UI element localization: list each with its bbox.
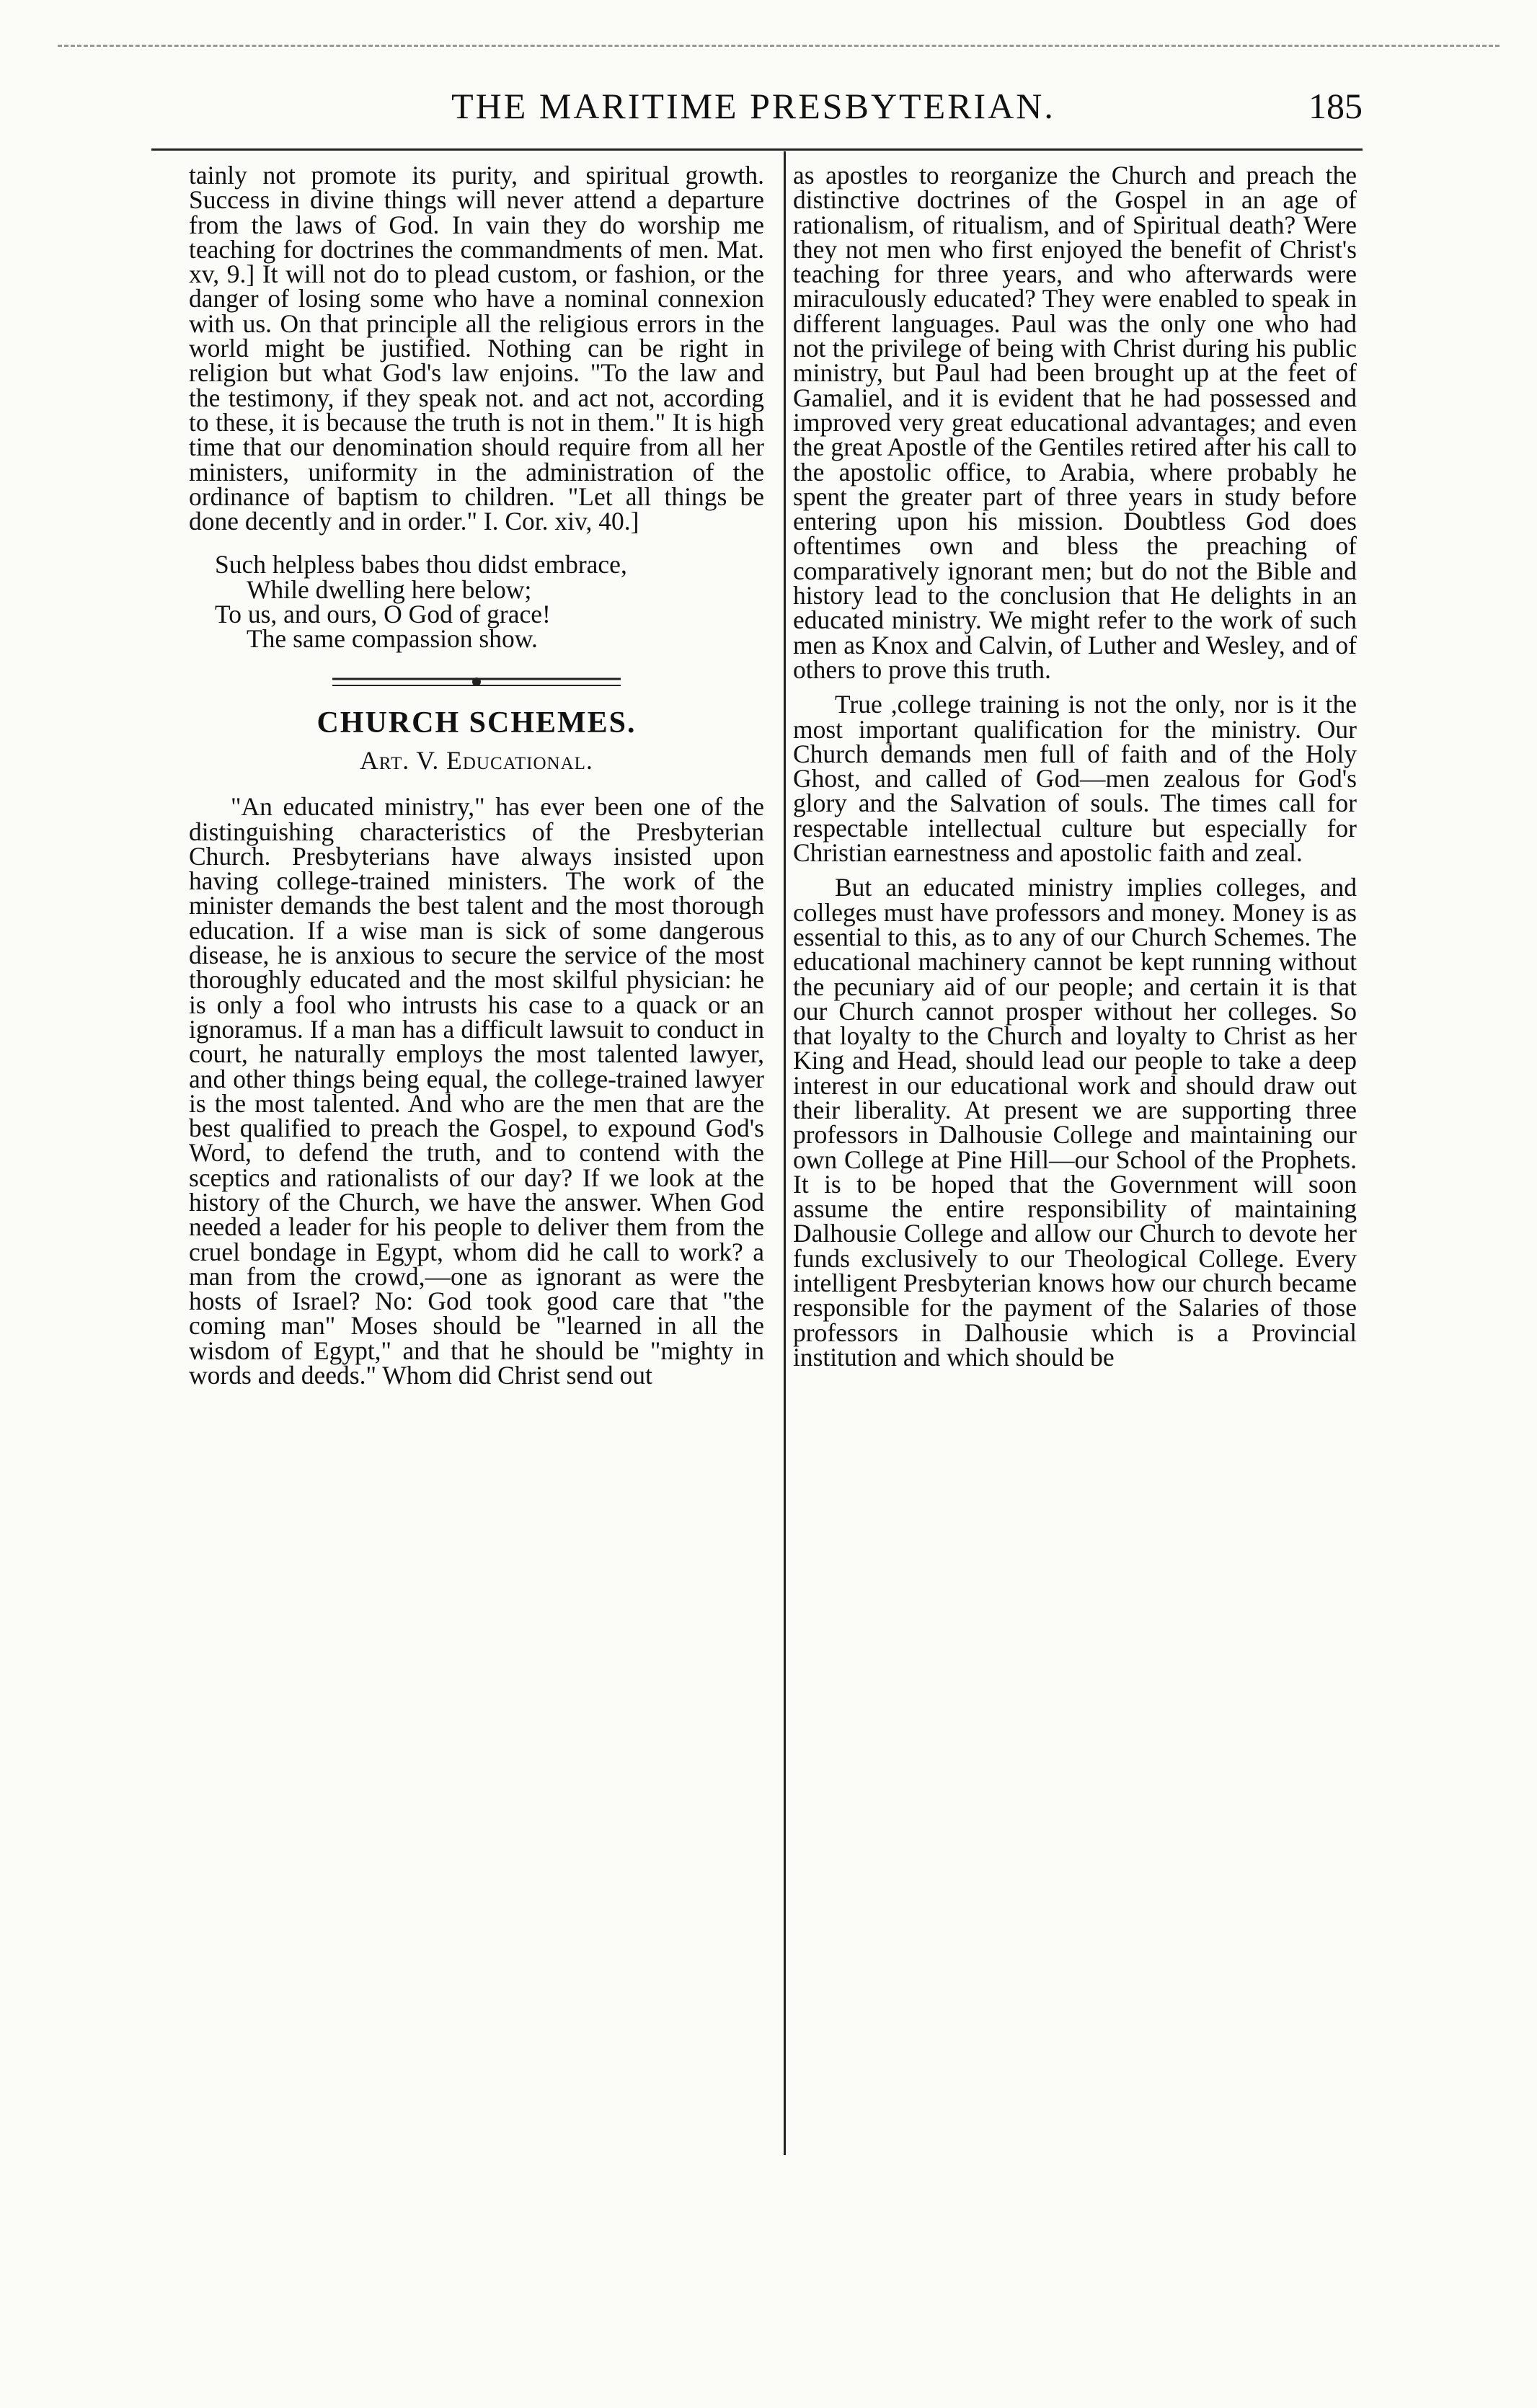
right-column <box>793 161 1357 1372</box>
header-rule <box>151 148 1363 151</box>
left-paragraph-1: tainly not promote its purity, and spiritual growth. Success in divine things will never attend a departure from the laws of God. In vain they do worship me teaching for doctrines the commandments of men. Mat. xv, 9.] It will not do to plead custom, or fashion, or the danger of losing some who have a nominal connexion with us. On that principle all the religious errors in the world might be justified. Nothing can be right in religion but what God's law enjoins. "To the law and the testimony, if they speak not. and act not, according to these, it is because the truth is not in them." It is high time that our denomination should require from all her ministers, uniformity in the administration of the ordinance of baptism to children. "Let all things be done decently and in order." I. Cor. xiv, 40.] <box>189 161 764 536</box>
right-paragraph-2: True ,college training is not the only, nor is it the most important qualification for the ministry. Our Church demands men full of faith and of the Holy Ghost, and called of God—men zealous for God's glory and the Salvation of souls. The times call for respectable intellectual culture but especially for Christian earnestness and apostolic faith and zeal. <box>793 690 1357 868</box>
hymn-line-3: To us, and ours, O God of grace! <box>215 600 551 629</box>
hymn-line-2: While dwelling here below; <box>247 574 532 604</box>
page-header <box>144 79 1363 137</box>
column-divider <box>784 151 786 2155</box>
article-subtitle: Art. V. Educational. <box>360 745 593 775</box>
section-divider-ornament <box>325 673 628 692</box>
section-title: CHURCH SCHEMES. <box>316 706 637 739</box>
left-column <box>189 161 764 1390</box>
hymn-stanza <box>215 550 764 654</box>
left-paragraph-2: "An educated ministry," has ever been one of the distinguishing characteristics of the Presbyterian Church. Presbyterians have always insisted upon having college-trained ministers. The work of the minister demands the best talent and the most thorough education. If a wise man is sick of some dangerous disease, he is anxious to secure the service of the most thoroughly educated and the most skilful physician: he is only a fool who intrusts his case to a quack or an ignoramus. If a man has a difficult lawsuit to conduct in court, he naturally employs the most talented lawyer, and other things being equal, the college-trained lawyer is the most talented. And who are the men that are the best qualified to preach the Gospel, to expound God's Word, to defend the truth, and to contend with the sceptics and rationalists of our day? If we look at the history of the Church, we have the answer. When God needed a leader for his people to deliver them from the cruel bondage in Egypt, whom did he call to work? a man from the crowd,—one as ignorant as were the hosts of Israel? No: God took good care that "the coming man" Moses should be "learned in all the wisdom of Egypt," and that he should be "mighty in words and deeds." Whom did Christ send out <box>189 792 764 1390</box>
right-paragraph-3: But an educated ministry implies colleges, and colleges must have professors and money. Money is as essential to this, as to any of our Church Schemes. The educational machinery cannot be kept running without the pecuniary aid of our people; and certain it is that our Church cannot prosper without her colleges. So that loyalty to the Church and loyalty to Christ as her King and Head, should lead our people to take a deep interest in our educational work and should draw out their liberality. At present we are supporting three professors in Dalhousie College and maintaining our own College at Pine Hill—our School of the Prophets. It is to be hoped that the Government will soon assume the entire responsibility of maintaining Dalhousie College and allow our Church to devote her funds exclusively to our Theological College. Every intelligent Presbyterian knows how our church became responsible for the payment of the Salaries of those professors in Dalhousie which is a Provincial institution and which should be <box>793 873 1357 1372</box>
page-number: 185 <box>1308 86 1363 126</box>
page-top-edge-rule <box>58 45 1500 47</box>
right-paragraph-1: as apostles to reorganize the Church and preach the distinctive doctrines of the Gospel in an age of rationalism, of ritualism, and of Spiritual death? Were they not men who first enjoyed the benefit of Christ's teaching for three years, and who afterwards were miraculously educated? They were enabled to speak in different languages. Paul was the only one who had not the privilege of being with Christ during his public ministry, but Paul had been brought up at the feet of Gamaliel, and it is evident that he had possessed and improved very great educational advantages; and even the great Apostle of the Gentiles retired after his call to the apostolic office, to Arabia, where probably he spent the greater part of three years in study before entering upon his mission. Doubtless God does oftentimes own and bless the preaching of comparatively ignorant men; but do not the Bible and history lead to the conclusion that He delights in an educated ministry. We might refer to the work of such men as Knox and Calvin, of Luther and Wesley, and of others to prove this truth. <box>793 161 1357 684</box>
running-title: THE MARITIME PRESBYTERIAN. <box>451 86 1055 126</box>
hymn-line-4: The same compassion show. <box>247 624 538 654</box>
hymn-line-1: Such helpless babes thou didst embrace, <box>215 550 627 579</box>
